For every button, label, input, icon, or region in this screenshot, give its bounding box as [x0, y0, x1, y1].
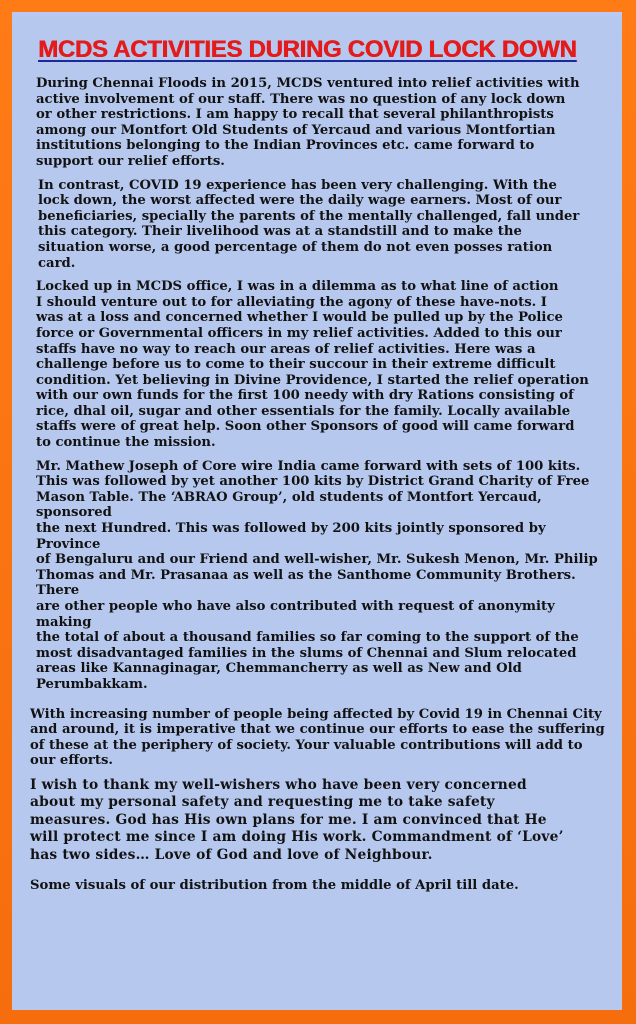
paragraph-relief-operation: Locked up in MCDS office, I was in a dilemma as to what line of action I should venture out to for alleviating the agony of these have-nots. I was at a loss and concerned whether I would be pulled up by the Police force or Governmental officers in my relief activities. Added to this our staffs have no way to reach our areas of relief activities. Here was a challenge before us to come to their succour in their extreme difficult condition. Yet believing in Divine Providence, I started the relief operation with our own funds for the first 100 needy with dry Rations consisting of rice, dhal oil, sugar and other essentials for the family. Locally available staffs were of great help. Soon other Sponsors of good will came forward to continue the mission.: [36, 279, 589, 451]
paragraph-chennai-floods: During Chennai Floods in 2015, MCDS ventured into relief activities with active involvement of our staff. There was no question of any lock down or other restrictions. I am happy to recall that several philanthropists among our Montfort Old Students of Yercaud and various Montfortian institutions belonging to the Indian Provinces etc. came forward to support our relief efforts.: [36, 76, 580, 169]
page-title: MCDS ACTIVITIES DURING COVID LOCK DOWN: [38, 36, 577, 63]
paragraph-sponsors: Mr. Mathew Joseph of Core wire India came forward with sets of 100 kits. This was followed by yet another 100 kits by District Grand Charity of Free Mason Table. The ‘ABRAO Group’, old students of Montfort Yercaud, sponsored the next Hundred. This was followed by 200 kits jointly sponsored by Province of Bengaluru and our Friend and well-wisher, Mr. Sukesh Menon, Mr. Philip Thomas and Mr. Prasanaa as well as the Santhome Community Brothers. There are other people who have also contributed with request of anonymity making the total of about a thousand families so far coming to the support of the most disadvantaged families in the slums of Chennai and Slum relocated areas like Kannaginagar, Chemmancherry as well as New and Old Perumbakkam.: [36, 458, 598, 692]
paragraph-thanks: I wish to thank my well-wishers who have been very concerned about my personal safety and requesting me to take safety measures. God has His own plans for me. I am convinced that He will protect me since I am doing His work. Commandment of ‘Love’ has two sides… Love of God and love of Neighbour.: [30, 776, 564, 863]
paragraph-covid-challenge: In contrast, COVID 19 experience has been very challenging. With the lock down, the worst affected were the daily wage earners. Most of our beneficiaries, specially the parents of the mentally challenged, fall under this category. Their livelihood was at a standstill and to make the situation worse, a good percentage of them do not even posses ration card.: [38, 177, 580, 271]
paragraph-appeal: With increasing number of people being affected by Covid 19 in Chennai City and around, it is imperative that we continue our efforts to ease the suffering of these at the periphery of society. Your valuable contributions will add to our efforts.: [30, 706, 605, 769]
content-panel: [12, 12, 622, 1010]
paragraph-visuals-note: Some visuals of our distribution from the middle of April till date.: [30, 877, 519, 893]
